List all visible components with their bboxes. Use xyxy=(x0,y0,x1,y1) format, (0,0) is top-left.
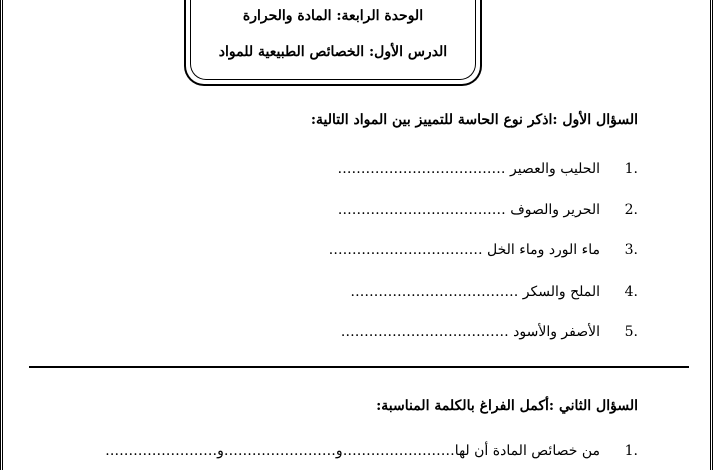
unit-title: الوحدة الرابعة: المادة والحرارة xyxy=(242,8,424,24)
item-text: الملح والسكر ……………………………… xyxy=(350,284,600,300)
question-1-item xyxy=(338,202,638,218)
question-2-item xyxy=(105,443,638,459)
item-text: الأصفر والأسود ……………………………… xyxy=(340,324,600,340)
item-text: الحليب والعصير ……………………………… xyxy=(337,161,600,177)
title-frame xyxy=(184,0,482,86)
question-1-item xyxy=(329,242,638,258)
question-1-prompt: السؤال الأول :اذكر نوع الحاسة للتمييز بين المواد التالية: xyxy=(310,112,638,128)
item-number: .2 xyxy=(624,202,638,218)
question-1-item xyxy=(338,161,638,177)
question-2-prompt: السؤال الثاني :أكمل الفراغ بالكلمة المناسبة: xyxy=(376,398,638,414)
lesson-title: الدرس الأول: الخصائص الطبيعية للمواد xyxy=(218,44,448,60)
item-number: .4 xyxy=(624,284,638,300)
item-text: ماء الورد وماء الخل …………………………… xyxy=(328,242,600,258)
section-divider xyxy=(29,366,689,368)
item-text: من خصائص المادة أن لها……………………و……………………و…………………… xyxy=(105,443,600,459)
question-1-item xyxy=(350,284,638,300)
item-text: الحرير والصوف ……………………………… xyxy=(337,202,600,218)
item-number: .3 xyxy=(624,242,638,258)
question-1-item xyxy=(341,324,638,340)
item-number: .5 xyxy=(624,324,638,340)
item-number: .1 xyxy=(624,161,638,177)
item-number: .1 xyxy=(624,443,638,459)
